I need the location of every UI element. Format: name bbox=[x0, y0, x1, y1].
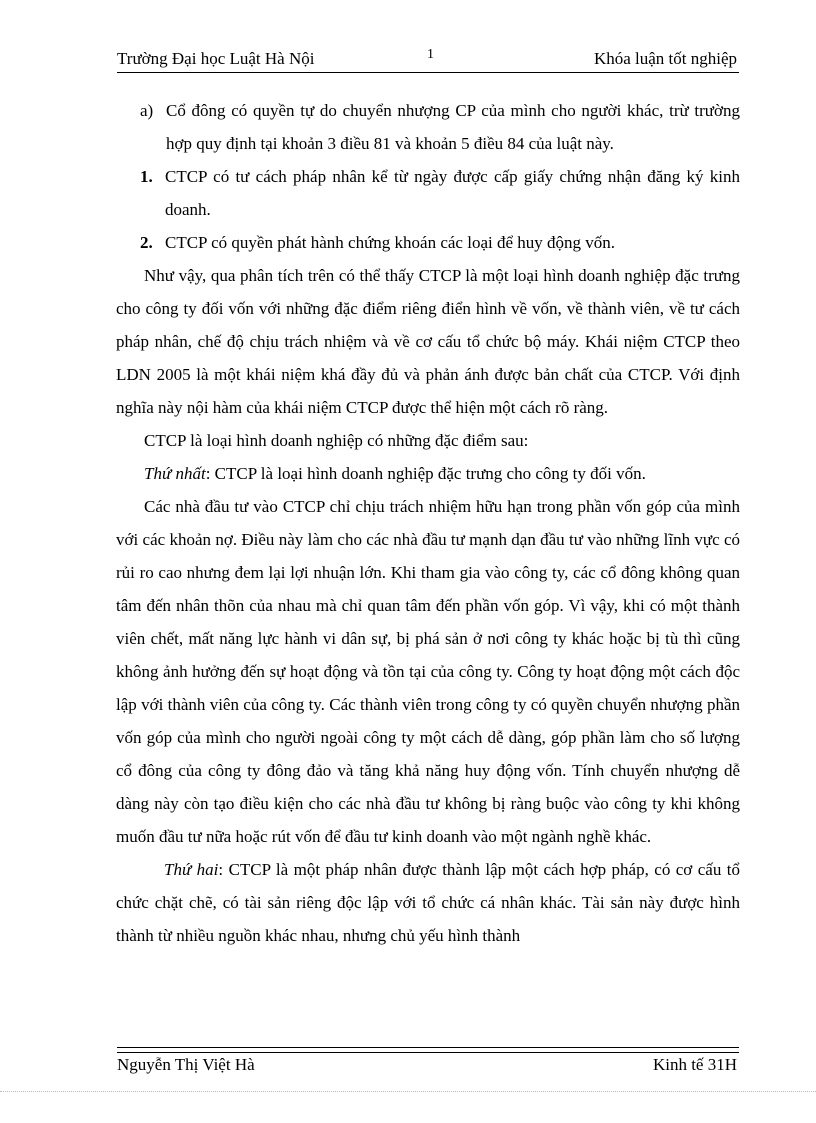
list-item-1 bbox=[140, 160, 740, 226]
page-edge-dots bbox=[0, 1091, 816, 1092]
paragraph-summary: Như vậy, qua phân tích trên có thể thấy CTCP là một loại hình doanh nghiệp đặc trưng cho công ty đối vốn với những đặc điểm riêng điển hình về vốn, về thành viên, về tư cách pháp nhân, chế độ chịu trách nhiệm và về cơ cấu tổ chức bộ máy. Khái niệm CTCP theo LDN 2005 là một khái niệm khá đầy đủ và phản ánh được bản chất của CTCP. Với định nghĩa này nội hàm của khái niệm CTCP được thể hiện một cách rõ ràng. bbox=[116, 266, 740, 417]
list-item-a bbox=[140, 94, 740, 160]
second-feature-lead: Thứ hai bbox=[164, 860, 219, 879]
first-feature-lead: Thứ nhất bbox=[144, 464, 206, 483]
page-header bbox=[117, 49, 737, 73]
header-rule bbox=[117, 72, 739, 73]
list-marker: 2. bbox=[140, 233, 153, 252]
second-feature-text: : CTCP là một pháp nhân được thành lập một cách hợp pháp, có cơ cấu tổ chức chặt chẽ, có tài sản riêng độc lập với tổ chức cá nhân khác. Tài sản này được hình thành từ nhiều nguồn khác nhau, nhưng chủ yếu hình thành bbox=[116, 860, 741, 945]
first-feature-text: : CTCP là loại hình doanh nghiệp đặc trưng cho công ty đối vốn. bbox=[205, 464, 646, 483]
paragraph-first-feature bbox=[116, 457, 740, 490]
footer-class: Kinh tế 31H bbox=[652, 1055, 737, 1074]
list-marker: 1. bbox=[140, 167, 153, 186]
footer-rule bbox=[117, 1047, 739, 1053]
paragraph-second-feature bbox=[116, 853, 740, 952]
paragraph-investor-liability: Các nhà đầu tư vào CTCP chỉ chịu trách nhiệm hữu hạn trong phần vốn góp của mình với các khoản nợ. Điều này làm cho các nhà đầu tư mạnh dạn đầu tư vào những lĩnh vực có rủi ro cao nhưng đem lại lợi nhuận lớn. Khi tham gia vào công ty, các cổ đông không quan tâm đến nhân thõn của nhau mà chỉ quan tâm đến phần vốn góp. Vì vậy, khi có một thành viên chết, mất năng lực hành vi dân sự, bị phá sản ở nơi công ty khác hoặc bị tù thì cũng không ảnh hưởng đến sự hoạt động và tồn tại của công ty. Công ty hoạt động một cách độc lập với thành viên của công ty. Các thành viên trong công ty có quyền chuyển nhượng phần vốn góp của mình cho người ngoài công ty một cách dễ dàng, góp phần làm cho số lượng cổ đông của công ty đông đảo và tăng khả năng huy động vốn. Tính chuyển nhượng dễ dàng này còn tạo điều kiện cho các nhà đầu tư không bị ràng buộc vào công ty khi không muốn đầu tư nữa hoặc rút vốn để đầu tư kinh doanh vào một ngành nghề khác. bbox=[116, 497, 740, 846]
list-item-text: CTCP có quyền phát hành chứng khoán các loại để huy động vốn. bbox=[165, 233, 616, 252]
list-item-text: CTCP có tư cách pháp nhân kể từ ngày được cấp giấy chứng nhận đăng ký kinh doanh. bbox=[165, 167, 740, 219]
header-document-type: Khóa luận tốt nghiệp bbox=[593, 49, 737, 68]
document-body bbox=[116, 94, 740, 952]
list-marker: a) bbox=[140, 101, 154, 120]
list-item-2 bbox=[140, 226, 740, 259]
footer-author: Nguyễn Thị Việt Hà bbox=[117, 1055, 255, 1074]
paragraph-features-intro: CTCP là loại hình doanh nghiệp có những đặc điểm sau: bbox=[144, 431, 529, 450]
header-school-name: Trường Đại học Luật Hà Nội bbox=[117, 49, 315, 68]
page-number: 1 bbox=[427, 47, 434, 62]
list-item-text: Cổ đông có quyền tự do chuyển nhượng CP của mình cho người khác, trừ trường hợp quy định tại khoản 3 điều 81 và khoản 5 điều 84 của luật này. bbox=[166, 101, 740, 153]
